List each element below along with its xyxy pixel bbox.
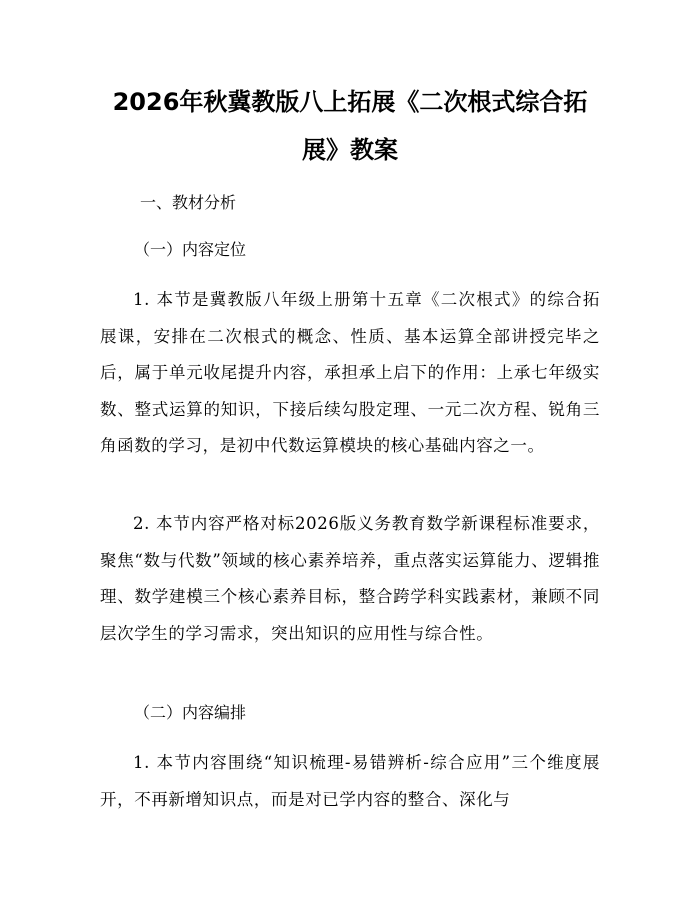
subsection-heading-content-arrangement: （二）内容编排	[134, 703, 247, 722]
title-line-1: 2026年秋冀教版八上拓展《二次根式综合拓	[112, 88, 588, 116]
subsection-heading-content-positioning: （一）内容定位	[134, 240, 247, 259]
paragraph-1: 1. 本节是冀教版八年级上册第十五章《二次根式》的综合拓展课，安排在二次根式的概念、性质、基本运算全部讲授完毕之后，属于单元收尾提升内容，承担承上启下的作用：上承七年级实数、整式运算的知识，下接后续勾股定理、一元二次方程、锐角三角函数的学习，是初中代数运算模块的核心基础内容之一。	[100, 290, 600, 455]
title-line-2: 展》教案	[302, 136, 398, 164]
paragraph-3: 1. 本节内容围绕“知识梳理-易错辨析-综合应用”三个维度展开，不再新增知识点，而是对已学内容的整合、深化与	[100, 753, 600, 809]
document-title	[100, 78, 600, 174]
section-heading-textbook-analysis: 一、教材分析	[140, 193, 237, 212]
paragraph-2: 2. 本节内容严格对标2026版义务教育数学新课程标准要求，聚焦“数与代数”领域的核心素养培养，重点落实运算能力、逻辑推理、数学建模三个核心素养目标，整合跨学科实践素材，兼顾不同层次学生的学习需求，突出知识的应用性与综合性。	[100, 514, 600, 643]
